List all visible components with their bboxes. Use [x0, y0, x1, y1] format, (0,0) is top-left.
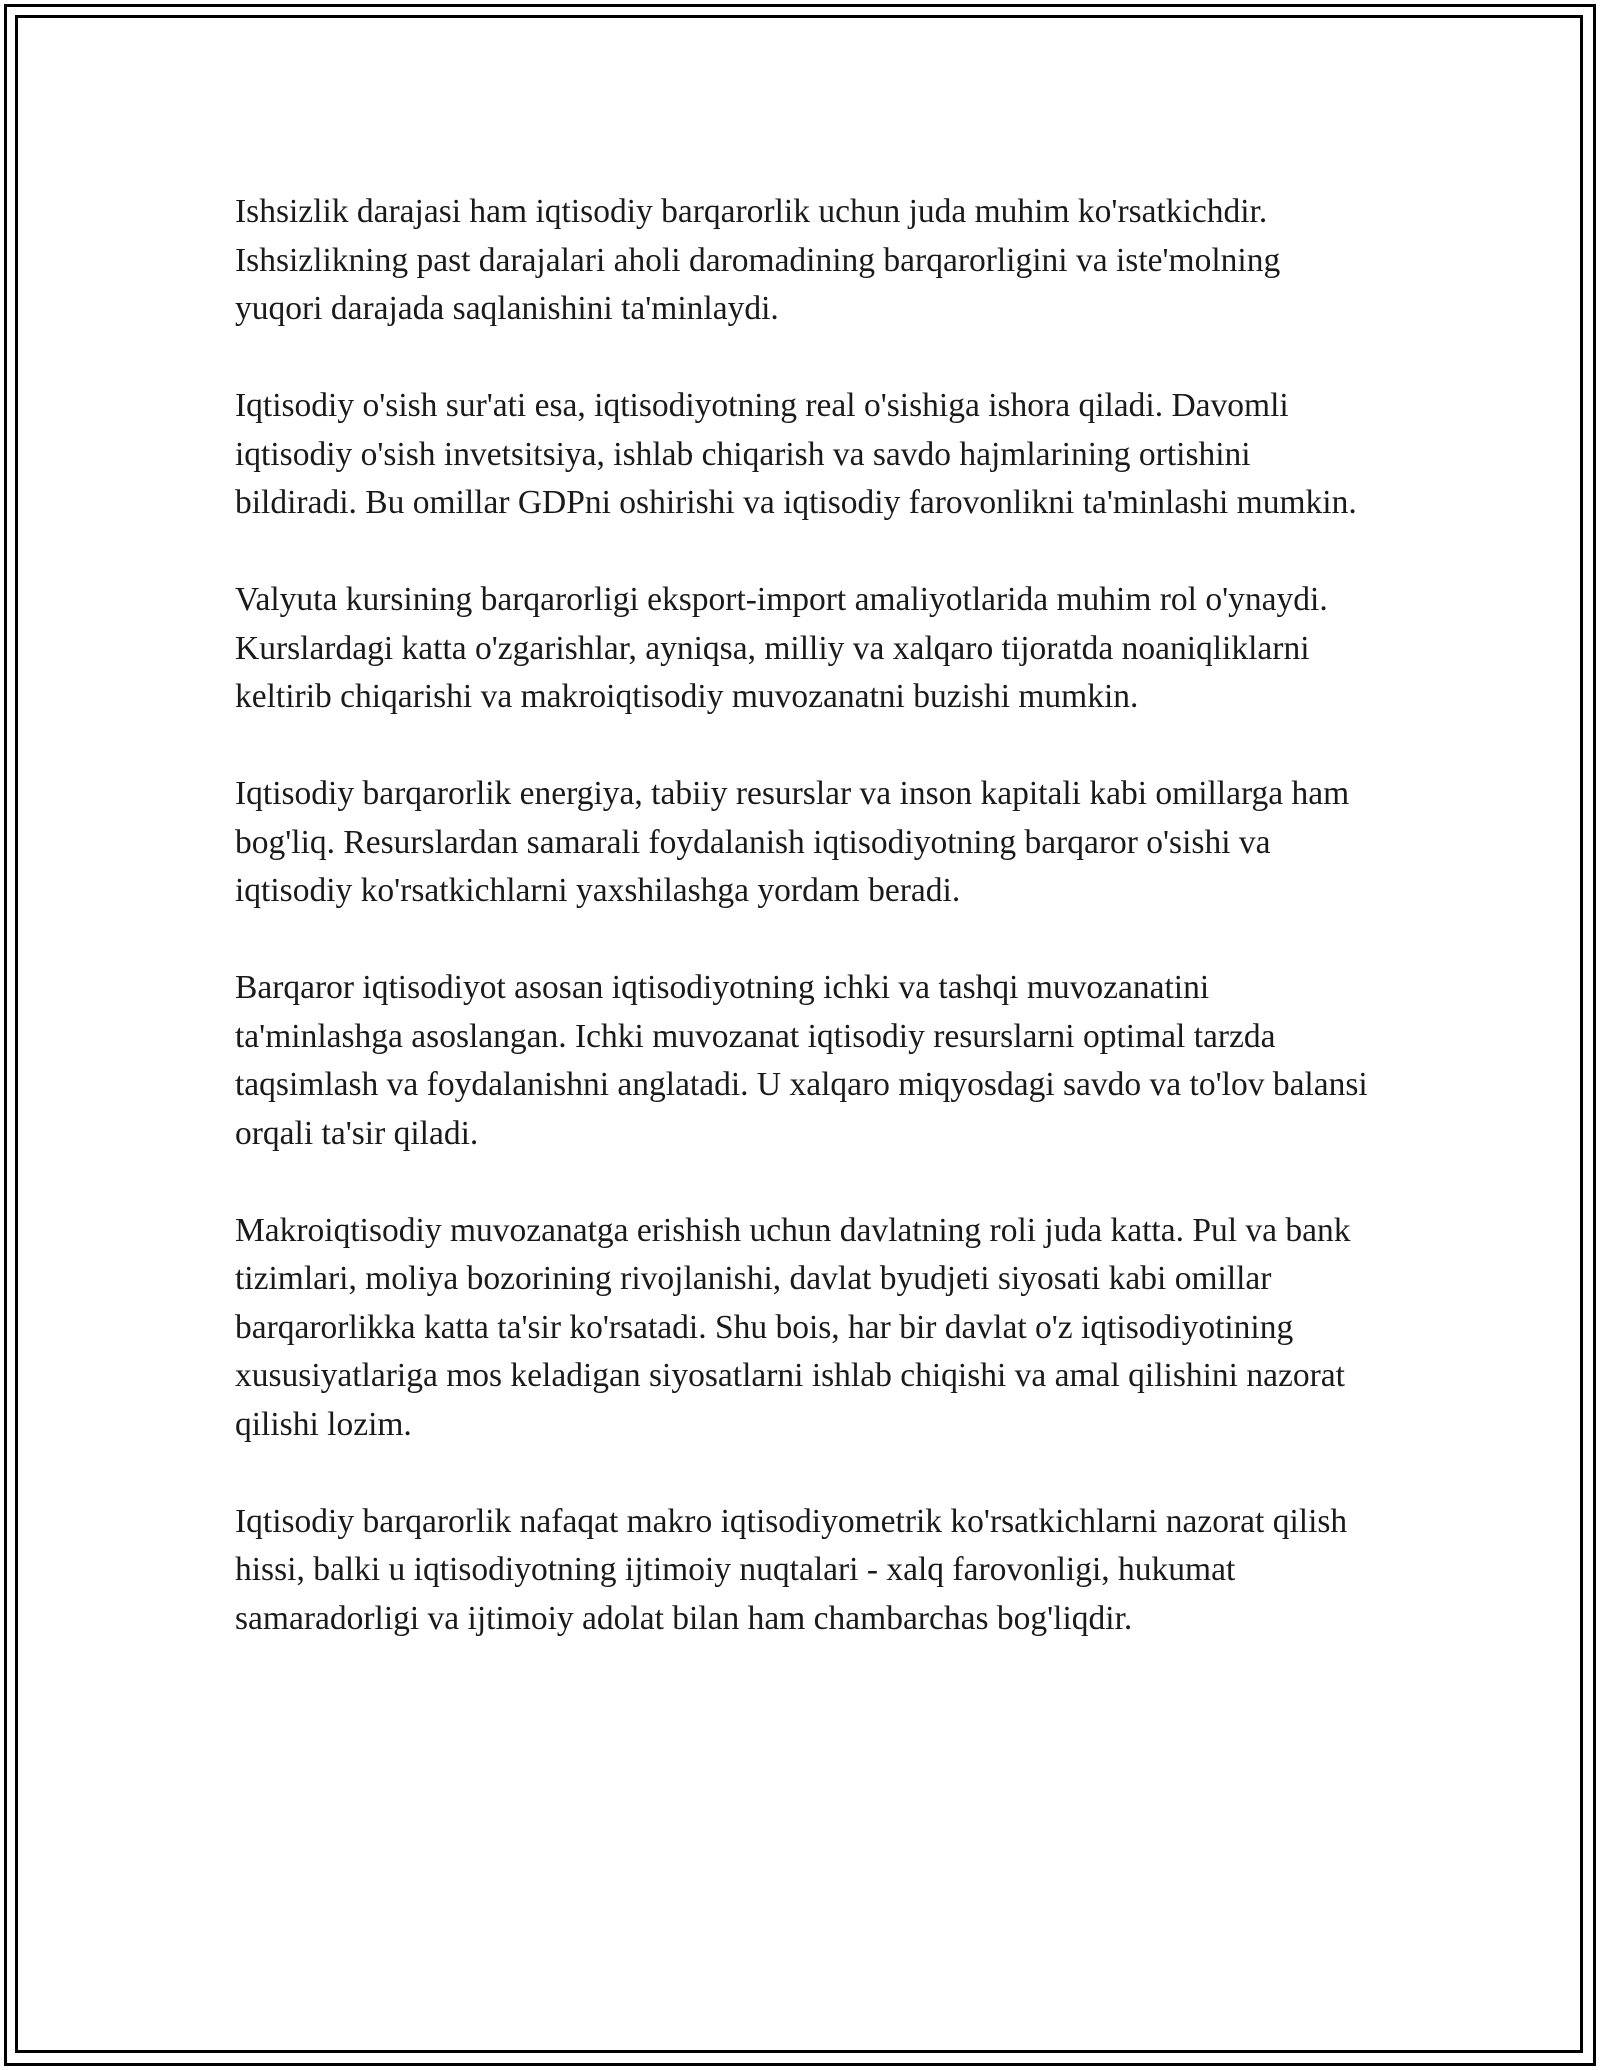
paragraph-balance: Barqaror iqtisodiyot asosan iqtisodiyotning ichki va tashqi muvozanatini ta'minlashga asoslangan. Ichki muvozanat iqtisodiy resurslarni optimal tarzda taqsimlash va foydalanishni anglatadi. U xalqaro miqyosdagi savdo va to'lov balansi orqali ta'sir qiladi. [235, 969, 1368, 1152]
paragraph-unemployment: Ishsizlik darajasi ham iqtisodiy barqarorlik uchun juda muhim ko'rsatkichdir. Ishsizlikning past darajalari aholi daromadining barqarorligini va iste'molning yuqori darajada saqlanishini ta'minlaydi. [235, 193, 1281, 327]
paragraph-social-aspects: Iqtisodiy barqarorlik nafaqat makro iqtisodiyometrik ko'rsatkichlarni nazorat qilish hissi, balki u iqtisodiyotning ijtimoiy nuqtalari - xalq farovonligi, hukumat samaradorligi va ijtimoiy adolat bilan ham chambarchas bog'liqdir. [235, 1502, 1348, 1637]
document-body [235, 188, 1375, 1692]
paragraph-exchange-rate: Valyuta kursining barqarorligi eksport-import amaliyotlarida muhim rol o'ynaydi. Kurslardagi katta o'zgarishlar, ayniqsa, milliy va xalqaro tijoratda noaniqliklarni keltirib chiqarishi va makroiqtisodiy muvozanatni buzishi mumkin. [235, 581, 1328, 715]
paragraph-economic-growth: Iqtisodiy o'sish sur'ati esa, iqtisodiyotning real o'sishiga ishora qiladi. Davomli iqtisodiy o'sish invetsitsiya, ishlab chiqarish va savdo hajmlarining ortishini bildiradi. Bu omillar GDPni oshirishi va iqtisodiy farovonlikni ta'minlashi mumkin. [235, 387, 1357, 521]
paragraph-resources: Iqtisodiy barqarorlik energiya, tabiiy resurslar va inson kapitali kabi omillarga ham bog'liq. Resurslardan samarali foydalanish iqtisodiyotning barqaror o'sishi va iqtisodiy ko'rsatkichlarni yaxshilashga yordam beradi. [235, 775, 1350, 909]
paragraph-state-role: Makroiqtisodiy muvozanatga erishish uchun davlatning roli juda katta. Pul va bank tizimlari, moliya bozorining rivojlanishi, davlat byudjeti siyosati kabi omillar barqarorlikka katta ta'sir ko'rsatadi. Shu bois, har bir davlat o'z iqtisodiyotining xususiyatlariga mos keladigan siyosatlarni ishlab chiqishi va amal qilishini nazorat qilishi lozim. [235, 1211, 1351, 1443]
